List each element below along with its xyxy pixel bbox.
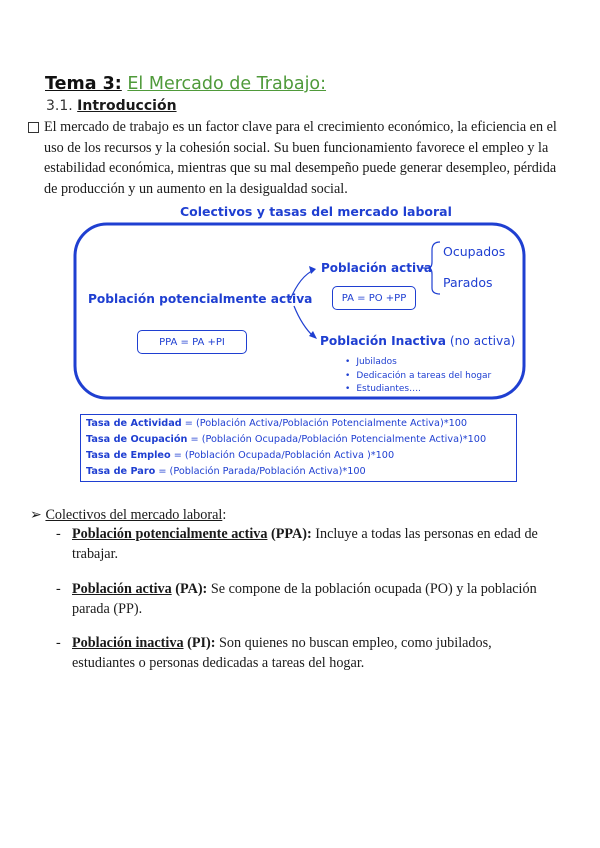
list-item [56,580,556,619]
section-title: Introducción [77,98,177,114]
term: Población inactiva [72,635,184,651]
arrowhead-inactive [309,331,317,339]
dash-bullet: - [56,581,61,597]
list-item: • Dedicación a tareas del hogar [345,370,491,384]
pi-label-bold: Población Inactiva [320,334,446,348]
arrow-to-inactive [294,306,314,337]
term: Población potencialmente activa [72,526,268,542]
colectivos-heading: ➢ Colectivos del mercado laboral: [30,507,227,523]
tema-label: Tema 3: [45,74,122,94]
rate-formula: = (Población Ocupada/Población Potencialmente Activa)*100 [187,434,487,445]
pi-label [320,334,515,348]
pa-label: Población activa [321,261,433,275]
abbr: (PI): [183,635,216,651]
section-number: 3.1. [46,98,73,114]
arrow-bullet-icon: ➢ [30,507,46,523]
term: Población activa [72,581,172,597]
definition: Se compone de la población ocupada (PO) y la población parada (PP). [72,581,537,617]
dash-bullet: - [56,526,61,542]
rate-name: Tasa de Empleo [86,450,171,461]
rate-formula: = (Población Activa/Población Potencialmente Activa)*100 [181,418,468,429]
list-item: • Jubilados [345,356,491,370]
definition: Incluye a todas las personas en edad de trabajar. [72,526,538,562]
ppa-formula-box: PPA = PA +PI [137,330,247,354]
pi-list [345,356,491,397]
rate-name: Tasa de Ocupación [86,434,188,445]
pi-label-rest: (no activa) [449,334,516,348]
rate-row [86,418,467,429]
abbr: (PPA): [267,526,312,542]
ocupados-label: Ocupados [443,244,506,259]
tema-title: El Mercado de Trabajo: [127,74,327,94]
rate-formula: = (Población Ocupada/Población Activa )*100 [170,450,395,461]
ppa-label: Población potencialmente activa [88,292,313,306]
rate-name: Tasa de Actividad [86,418,182,429]
rate-row [86,466,366,477]
rate-name: Tasa de Paro [86,466,156,477]
rate-formula: = (Población Parada/Población Activa)*100 [155,466,366,477]
list-item [56,634,556,673]
list-item [56,525,556,564]
pa-formula-box: PA = PO +PP [332,286,416,310]
list-item: • Estudiantes…. [345,383,491,397]
dash-bullet: - [56,635,61,651]
abbr: (PA): [171,581,208,597]
intro-paragraph: El mercado de trabajo es un factor clave para el crecimiento económico, la eficiencia en el uso de los recursos y la cohesión social. Su buen funcionamiento favorece el empleo y la estabilidad económica, mientras que su mal desempeño puede generar desempleo, pérdida de producción y un aumento en la desigualdad social. [44,119,557,197]
diagram-title: Colectivos y tasas del mercado laboral [180,204,452,219]
definition: Son quienes no buscan empleo, como jubilados, estudiantes o personas dedicadas a tareas del hogar. [72,635,492,671]
parados-label: Parados [443,275,493,290]
rate-row [86,434,486,445]
rate-row [86,450,394,461]
